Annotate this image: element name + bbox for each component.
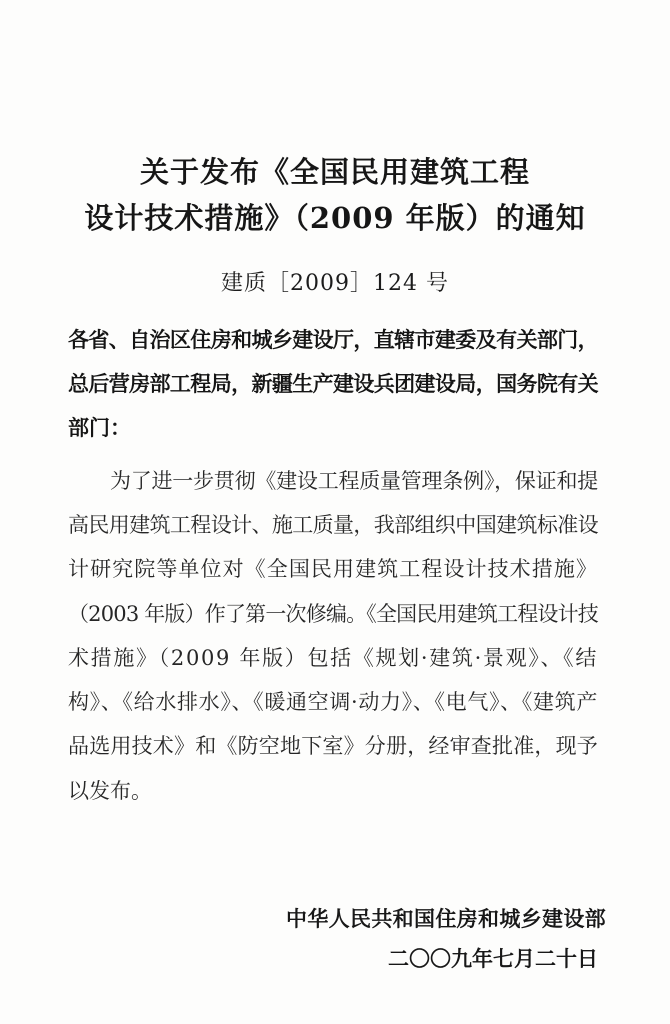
body-line: 为了进一步贯彻《建设工程质量管理条例》，保证和提 bbox=[110, 469, 598, 493]
addressee-line: 部门： bbox=[68, 415, 131, 440]
body-line: 高民用建筑工程设计、施工质量，我部组织中国建筑标准设 bbox=[68, 513, 598, 537]
body-line: 品选用技术》和《防空地下室》分册，经审查批准，现予 bbox=[68, 734, 598, 758]
body-line: 计研究院等单位对《全国民用建筑工程设计技术措施》 bbox=[68, 557, 598, 581]
body-line: 以发布。 bbox=[68, 779, 152, 803]
issuer-name: 中华人民共和国住房和城乡建设部 bbox=[286, 906, 606, 931]
body-line: （2003 年版）作了第一次修编。《全国民用建筑工程设计技 bbox=[68, 602, 598, 626]
notice-title-line-1: 关于发布《全国民用建筑工程 bbox=[139, 155, 530, 189]
issue-date: 二〇〇九年七月二十日 bbox=[388, 946, 598, 971]
document-number: 建质［2009］124 号 bbox=[221, 271, 449, 296]
addressee-line: 各省、自治区住房和城乡建设厅，直辖市建委及有关部门， bbox=[68, 327, 598, 352]
notice-title-line-2: 设计技术措施》（2009 年版）的通知 bbox=[84, 201, 586, 235]
body-line: 构》、《给水排水》、《暖通空调·动力》、《电气》、《建筑产 bbox=[68, 690, 598, 714]
addressee-line: 总后营房部工程局，新疆生产建设兵团建设局，国务院有关 bbox=[68, 371, 598, 396]
body-line: 术措施》（2009 年版）包括《规划·建筑·景观》、《结 bbox=[68, 646, 598, 670]
